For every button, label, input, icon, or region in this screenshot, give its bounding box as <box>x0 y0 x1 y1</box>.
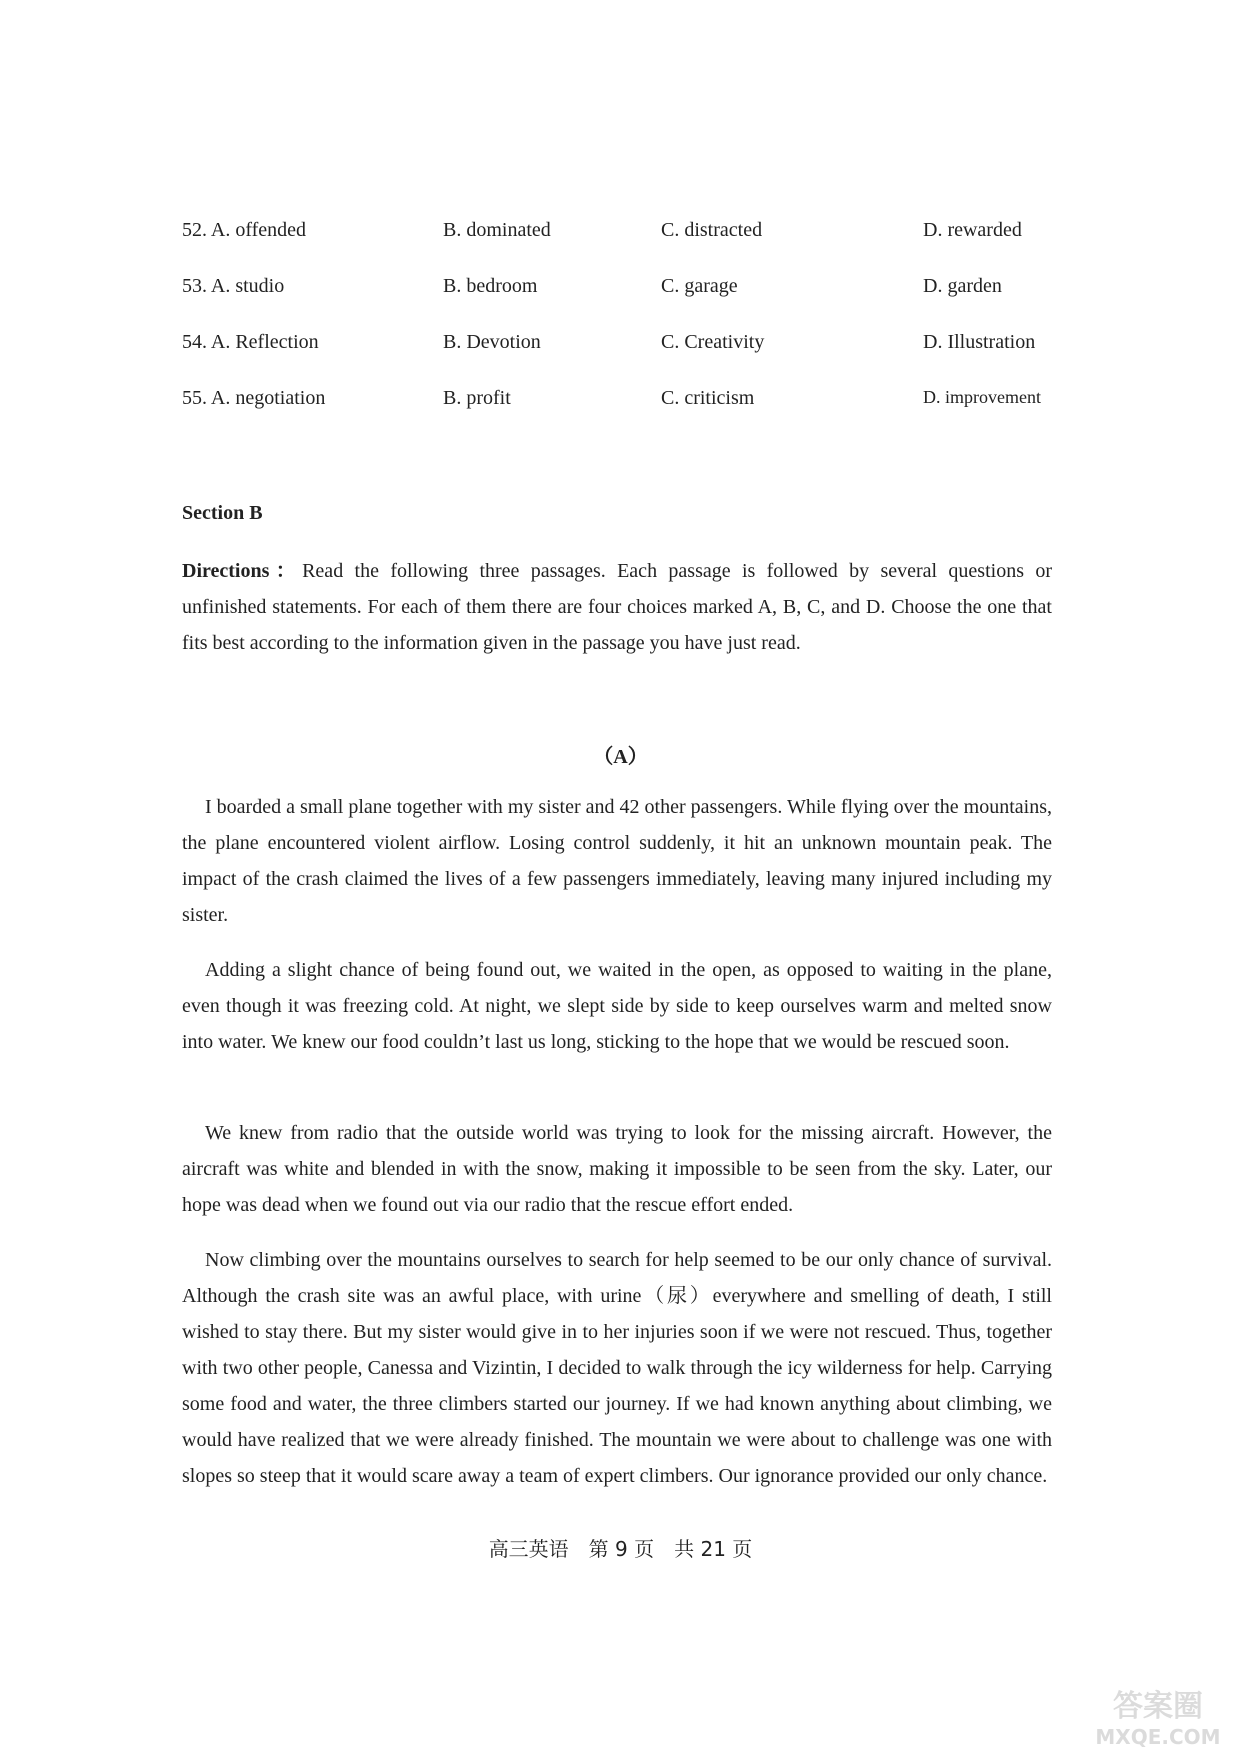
option-c: C. distracted <box>661 219 763 241</box>
directions-label: Directions： <box>182 560 303 582</box>
question-52-options <box>182 219 1062 249</box>
watermark-top-text: 答案圈 <box>1113 1689 1203 1724</box>
option-c: C. Creativity <box>661 331 765 353</box>
passage-paragraph-3: We knew from radio that the outside world was trying to look for the missing aircraft. However, the aircraft was white and blended in with the snow, making it impossible to be seen from the sky. Later, our hope was dead when we found out via our radio that the rescue effort ended. <box>182 1122 1052 1216</box>
option-a: 54. A. Reflection <box>182 331 319 353</box>
option-c: C. criticism <box>661 387 755 409</box>
passage-paragraph-4: Now climbing over the mountains ourselves to search for help seemed to be our only chance of survival. Although the crash site was an awful place, with urine（尿）everywhere and smelling of death, I still wished to stay there. But my sister would give in to her injuries soon if we were not rescued. Thus, together with two other people, Canessa and Vizintin, I decided to walk through the icy wilderness for help. Carrying some food and water, the three climbers started our journey. If we had known anything about climbing, we would have realized that we were already finished. The mountain we were about to challenge was one with slopes so steep that it would scare away a team of expert climbers. Our ignorance provided our only chance. <box>182 1249 1052 1487</box>
question-53-options <box>182 275 1062 305</box>
option-b: B. profit <box>443 387 511 409</box>
passage-paragraph-1: I boarded a small plane together with my sister and 42 other passengers. While flying over the mountains, the plane encountered violent airflow. Losing control suddenly, it hit an unknown mountain peak. The impact of the crash claimed the lives of a few passengers immediately, leaving many injured including my sister. <box>182 796 1052 926</box>
watermark-logo <box>1083 1682 1233 1750</box>
option-d: D. garden <box>923 275 1002 297</box>
directions <box>182 553 1052 661</box>
option-d: D. rewarded <box>923 219 1022 241</box>
option-d: D. improvement <box>923 387 1041 407</box>
option-a: 55. A. negotiation <box>182 387 326 409</box>
section-title: Section B <box>182 502 263 524</box>
option-a: 53. A. studio <box>182 275 285 297</box>
option-b: B. Devotion <box>443 331 541 353</box>
option-c: C. garage <box>661 275 738 297</box>
passage-label: （A） <box>593 746 648 768</box>
option-a: 52. A. offended <box>182 219 307 241</box>
option-b: B. dominated <box>443 219 551 241</box>
watermark-bottom-text: MXQE.COM <box>1095 1725 1221 1749</box>
option-d: D. Illustration <box>923 331 1036 353</box>
option-b: B. bedroom <box>443 275 538 297</box>
passage-paragraph-2: Adding a slight chance of being found out, we waited in the open, as opposed to waiting in the plane, even though it was freezing cold. At night, we slept side by side to keep ourselves warm and melted snow into water. We knew our food couldn’t last us long, sticking to the hope that we would be rescued soon. <box>182 959 1052 1053</box>
question-55-options <box>182 387 1062 417</box>
directions-text: Read the following three passages. Each passage is followed by several questions or unfinished statements. For each of them there are four choices marked A, B, C, and D. Choose the one that fits best according to the information given in the passage you have just read. <box>182 560 1052 654</box>
question-54-options <box>182 331 1062 361</box>
page-footer: 高三英语 第 9 页 共 21 页 <box>488 1537 753 1561</box>
